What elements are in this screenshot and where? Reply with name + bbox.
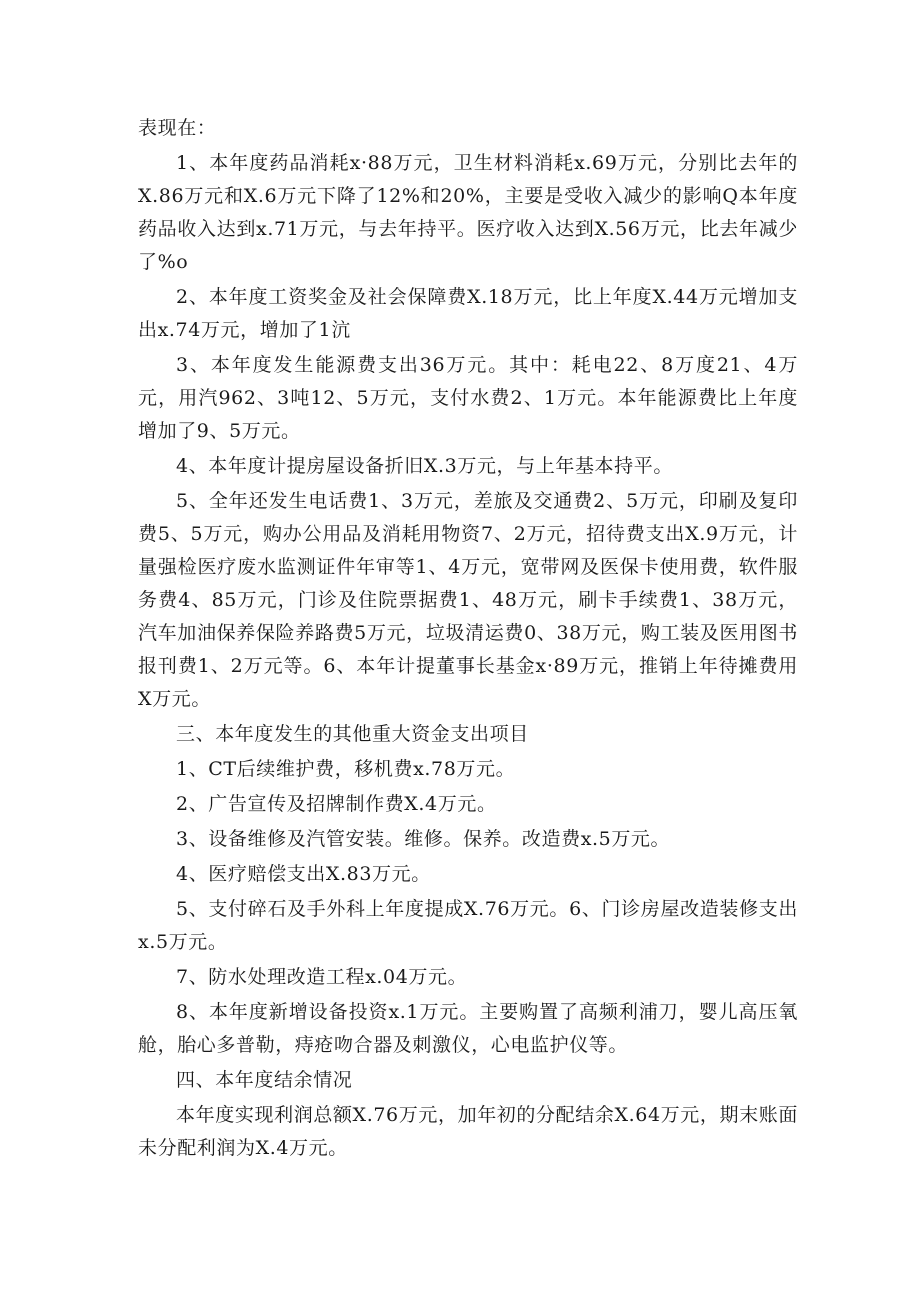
paragraph-expense-7: 7、防水处理改造工程x.04万元。 [176, 966, 468, 988]
paragraph-expense-4: 4、医疗赔偿支出X.83万元。 [176, 863, 431, 885]
paragraph-intro: 表现在： [138, 117, 217, 139]
section-heading-3: 三、本年度发生的其他重大资金支出项目 [176, 723, 529, 745]
paragraph-expense-2: 2、广告宣传及招牌制作费X.4万元。 [176, 793, 497, 815]
paragraph-item-4: 4、本年度计提房屋设备折旧X.3万元，与上年基本持平。 [176, 455, 673, 477]
paragraph-item-5: 5、全年还发生电话费1、3万元，差旅及交通费2、5万元，印刷及复印费5、5万元，购办公用品及消耗用物资7、2万元，招待费支出X.9万元，计量强检医疗废水监测证件年审等1、4万元，宽带网及医保卡使用费，软件服务费4、85万元，门诊及住院票据费1、48万元，刷卡手续费1、38万元，汽车加油保养保险养路费5万元，垃圾清运费0、38万元，购工装及医用图书报刊费1、2万元等。6、本年计提董事长基金x·89万元，推销上年待摊费用X万元。 [138, 490, 798, 710]
paragraph-expense-5: 5、支付碎石及手外科上年度提成X.76万元。6、门诊房屋改造装修支出x.5万元。 [138, 898, 798, 953]
paragraph-expense-3: 3、设备维修及汽管安装。维修。保养。改造费x.5万元。 [176, 828, 671, 850]
section-heading-4: 四、本年度结余情况 [176, 1069, 353, 1091]
document-page [138, 112, 798, 1167]
paragraph-expense-1: 1、CT后续维护费，移机费x.78万元。 [176, 758, 516, 780]
paragraph-item-1: 1、本年度药品消耗x·88万元，卫生材料消耗x.69万元，分别比去年的X.86万元和X.6万元下降了12%和20%，主要是受收入减少的影响Q本年度药品收入达到x.71万元，与去年持平。医疗收入达到X.56万元，比去年减少了%o [138, 152, 798, 273]
paragraph-expense-8: 8、本年度新增设备投资x.1万元。主要购置了高频利浦刀，婴儿高压氧舱，胎心多普勒，痔疮吻合器及刺激仪，心电监护仪等。 [138, 1001, 798, 1056]
paragraph-item-3: 3、本年度发生能源费支出36万元。其中：耗电22、8万度21、4万元，用汽962、3吨12、5万元，支付水费2、1万元。本年能源费比上年度增加了9、5万元。 [138, 354, 798, 442]
paragraph-item-2: 2、本年度工资奖金及社会保障费X.18万元，比上年度X.44万元增加支出x.74万元，增加了1沆 [138, 286, 798, 341]
paragraph-balance: 本年度实现利润总额X.76万元，加年初的分配结余X.64万元，期末账面未分配利润为X.4万元。 [138, 1104, 798, 1159]
